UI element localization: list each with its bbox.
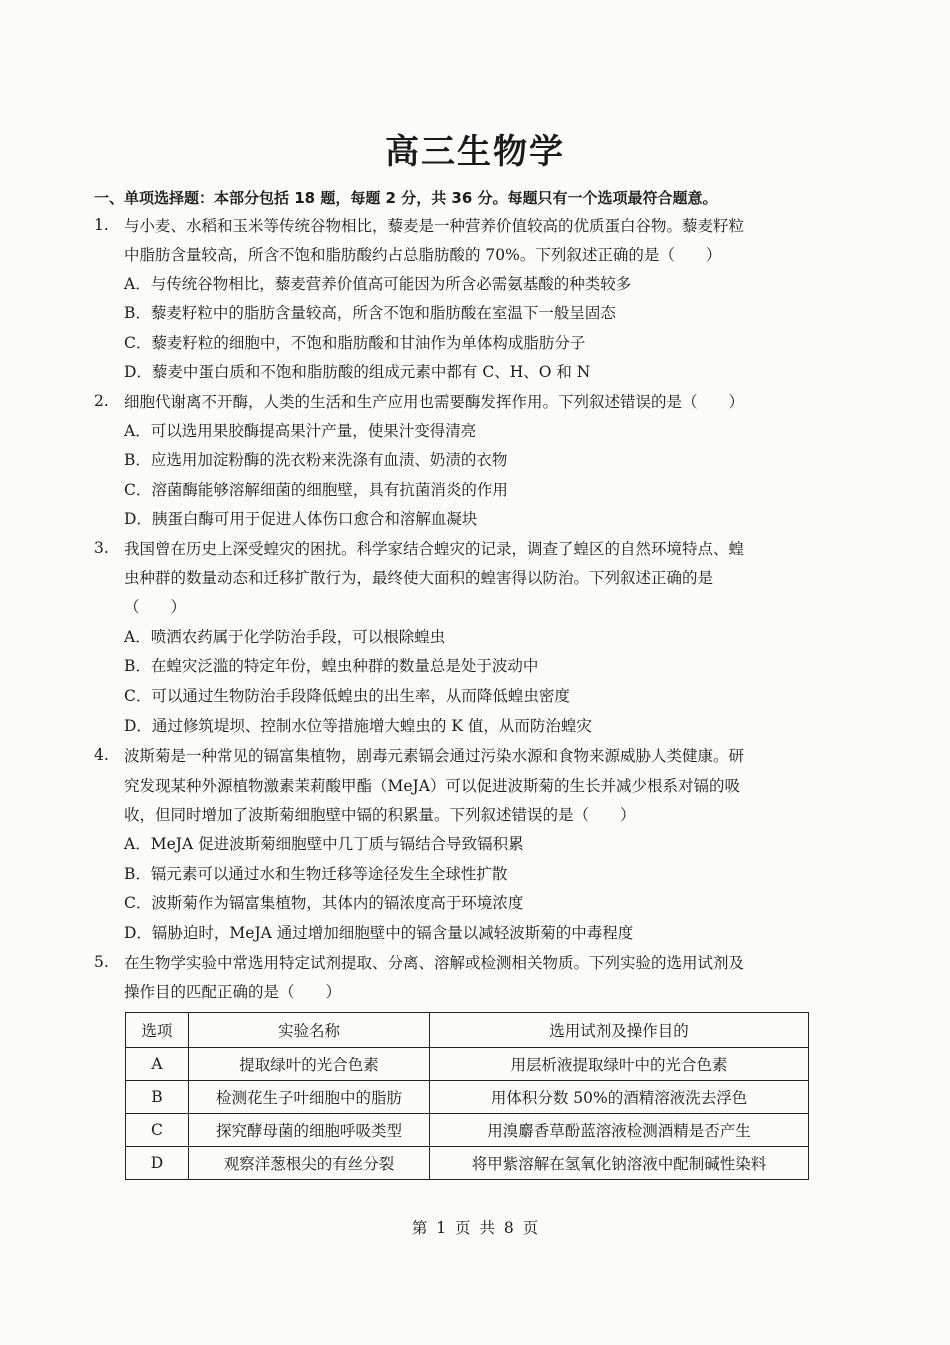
question-stem-line: （ ）	[124, 598, 187, 616]
page-title: 高三生物学	[385, 132, 565, 172]
table-cell: 用溴麝香草酚蓝溶液检测酒精是否产生	[430, 1114, 809, 1147]
question-stem-line: 波斯菊是一种常见的镉富集植物，剧毒元素镉会通过污染水源和食物来源威胁人类健康。研	[124, 747, 745, 765]
table-cell: 检测花生子叶细胞中的脂肪	[188, 1081, 429, 1114]
question-stem-line: 细胞代谢离不开酶，人类的生活和生产应用也需要酶发挥作用。下列叙述错误的是（ ）	[124, 393, 745, 411]
question-stem-line: 收，但同时增加了波斯菊细胞壁中镉的积累量。下列叙述错误的是（ ）	[124, 806, 636, 824]
table-cell: C	[126, 1114, 189, 1147]
section-heading: 一、单项选择题：本部分包括 18 题，每题 2 分，共 36 分。每题只有一个选项最符合题意。	[94, 189, 718, 207]
table-cell: 探究酵母菌的细胞呼吸类型	[188, 1114, 429, 1147]
table-row	[126, 1081, 809, 1114]
option-c: C．波斯菊作为镉富集植物，其体内的镉浓度高于环境浓度	[124, 894, 524, 912]
option-b: B．在蝗灾泛滥的特定年份，蝗虫种群的数量总是处于波动中	[124, 657, 539, 675]
page-footer: 第 1 页 共 8 页	[411, 1219, 539, 1237]
option-d: D．镉胁迫时，MeJA 通过增加细胞壁中的镉含量以减轻波斯菊的中毒程度	[124, 924, 634, 942]
table-cell: A	[126, 1048, 189, 1081]
option-c: C．藜麦籽粒的细胞中，不饱和脂肪酸和甘油作为单体构成脂肪分子	[124, 334, 586, 352]
table-cell: D	[126, 1147, 189, 1180]
table-cell: 观察洋葱根尖的有丝分裂	[188, 1147, 429, 1180]
question-number: 3.	[94, 539, 109, 557]
question-stem-line: 在生物学实验中常选用特定试剂提取、分离、溶解或检测相关物质。下列实验的选用试剂及	[124, 954, 745, 972]
table-cell: 将甲紫溶解在氢氧化钠溶液中配制碱性染料	[430, 1147, 809, 1180]
question-stem-line: 究发现某种外源植物激素茉莉酸甲酯（MeJA）可以促进波斯菊的生长并减少根系对镉的吸	[124, 777, 740, 795]
option-d: D．通过修筑堤坝、控制水位等措施增大蝗虫的 K 值，从而防治蝗灾	[124, 717, 592, 735]
table-cell: 提取绿叶的光合色素	[188, 1048, 429, 1081]
question-number: 4.	[94, 746, 109, 764]
option-d: D．胰蛋白酶可用于促进人体伤口愈合和溶解血凝块	[124, 510, 478, 528]
option-a: A．与传统谷物相比，藜麦营养价值高可能因为所含必需氨基酸的种类较多	[124, 275, 632, 293]
table-header: 实验名称	[188, 1013, 429, 1048]
table-header: 选用试剂及操作目的	[430, 1013, 809, 1048]
question-stem-line: 我国曾在历史上深受蝗灾的困扰。科学家结合蝗灾的记录，调查了蝗区的自然环境特点、蝗	[124, 540, 745, 558]
experiment-table	[125, 1012, 809, 1180]
option-a: A．MeJA 促进波斯菊细胞壁中几丁质与镉结合导致镉积累	[124, 835, 524, 853]
table-cell: B	[126, 1081, 189, 1114]
option-b: B．藜麦籽粒中的脂肪含量较高，所含不饱和脂肪酸在室温下一般呈固态	[124, 304, 616, 322]
option-b: B．镉元素可以通过水和生物迁移等途径发生全球性扩散	[124, 865, 508, 883]
option-c: C．溶菌酶能够溶解细菌的细胞壁，具有抗菌消炎的作用	[124, 481, 508, 499]
table-header-row	[126, 1013, 809, 1048]
table-row	[126, 1147, 809, 1180]
option-d: D．藜麦中蛋白质和不饱和脂肪酸的组成元素中都有 C、H、O 和 N	[124, 363, 591, 381]
table-row	[126, 1114, 809, 1147]
option-a: A．喷洒农药属于化学防治手段，可以根除蝗虫	[124, 628, 446, 646]
question-number: 1.	[94, 216, 109, 234]
option-c: C．可以通过生物防治手段降低蝗虫的出生率，从而降低蝗虫密度	[124, 687, 570, 705]
table-cell: 用体积分数 50%的酒精溶液洗去浮色	[430, 1081, 809, 1114]
question-stem-line: 操作目的匹配正确的是（ ）	[124, 983, 342, 1001]
table-cell: 用层析液提取绿叶中的光合色素	[430, 1048, 809, 1081]
option-a: A．可以选用果胶酶提高果汁产量，使果汁变得清亮	[124, 422, 477, 440]
table-header: 选项	[126, 1013, 189, 1048]
question-stem-line: 虫种群的数量动态和迁移扩散行为，最终使大面积的蝗害得以防治。下列叙述正确的是	[124, 569, 714, 587]
question-number: 5.	[94, 953, 109, 971]
option-b: B．应选用加淀粉酶的洗衣粉来洗涤有血渍、奶渍的衣物	[124, 451, 508, 469]
question-stem-line: 中脂肪含量较高，所含不饱和脂肪酸约占总脂肪酸的 70%。下列叙述正确的是（ ）	[124, 246, 722, 264]
table-row	[126, 1048, 809, 1081]
question-stem-line: 与小麦、水稻和玉米等传统谷物相比，藜麦是一种营养价值较高的优质蛋白谷物。藜麦籽粒	[124, 217, 745, 235]
question-number: 2.	[94, 392, 109, 410]
